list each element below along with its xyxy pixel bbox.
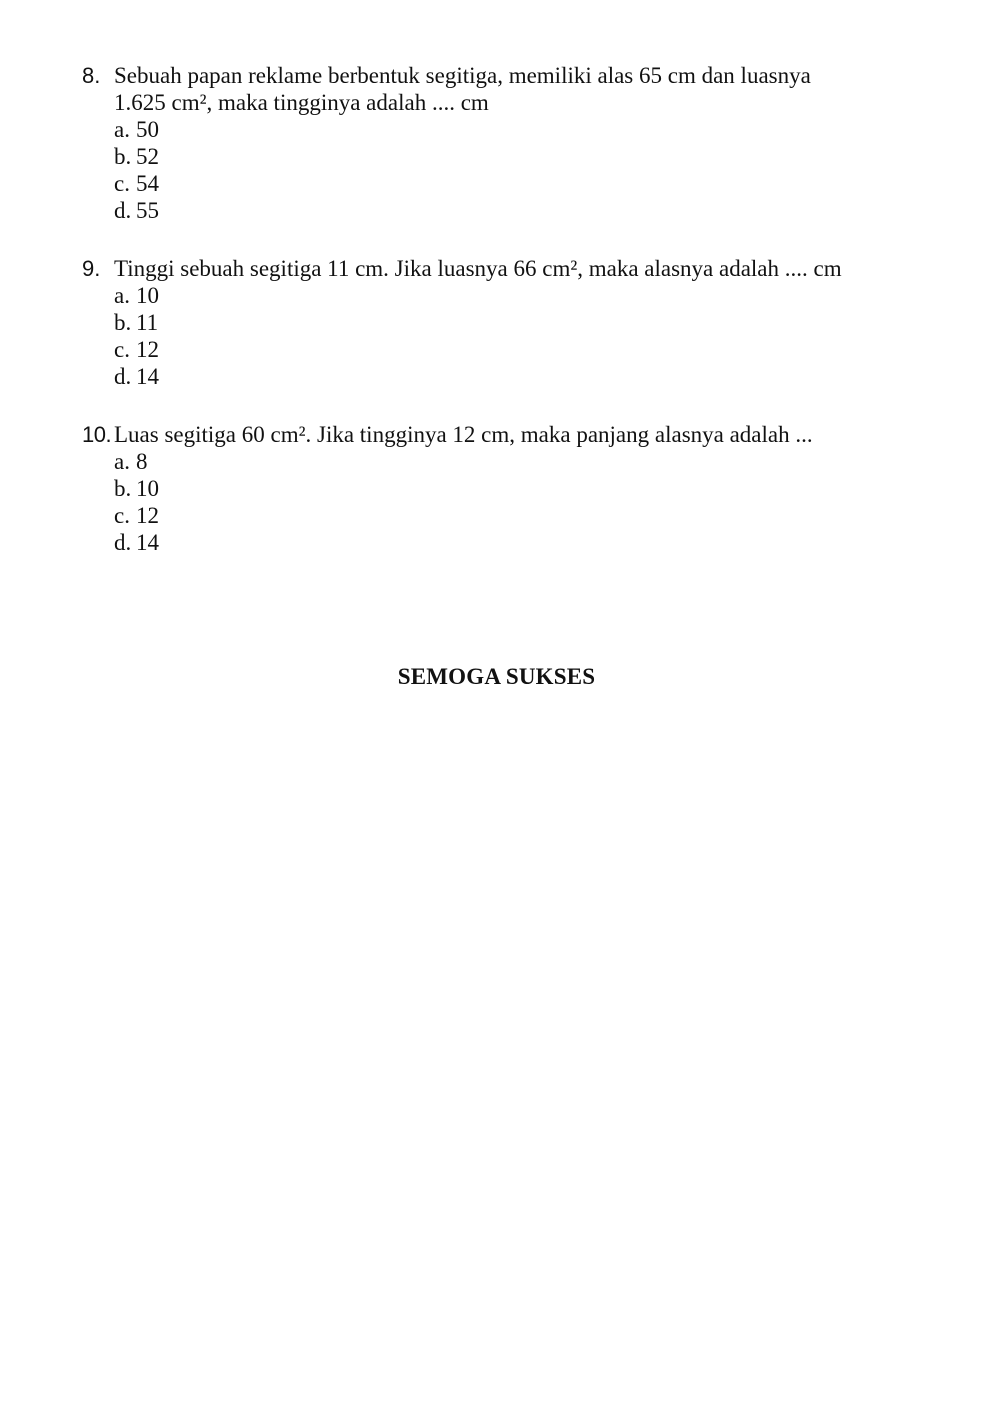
option-letter: d. — [114, 198, 132, 223]
option-value: 10 — [136, 283, 159, 308]
question-9 — [82, 255, 882, 390]
option-d — [114, 529, 882, 556]
option-letter: d. — [114, 530, 132, 555]
option-letter: c. — [114, 337, 130, 362]
option-value: 50 — [136, 117, 159, 142]
options-list — [82, 448, 882, 556]
option-value: 12 — [136, 337, 159, 362]
option-letter: c. — [114, 171, 130, 196]
option-value: 14 — [136, 364, 159, 389]
option-value: 12 — [136, 503, 159, 528]
option-letter: b. — [114, 476, 132, 501]
option-b — [114, 143, 882, 170]
option-a — [114, 116, 882, 143]
option-c — [114, 502, 882, 529]
question-9-line1 — [82, 255, 882, 282]
option-letter: d. — [114, 364, 132, 389]
option-letter: b. — [114, 144, 132, 169]
option-value: 10 — [136, 476, 159, 501]
options-list — [82, 116, 882, 224]
option-value: 52 — [136, 144, 159, 169]
question-8 — [82, 62, 882, 224]
closing-message: SEMOGA SUKSES — [397, 664, 596, 689]
option-value: 54 — [136, 171, 159, 196]
option-c — [114, 170, 882, 197]
question-text-continuation: 1.625 cm², maka tingginya adalah .... cm — [114, 90, 489, 115]
option-letter: c. — [114, 503, 130, 528]
question-10 — [82, 421, 882, 556]
option-b — [114, 309, 882, 336]
question-number: 10. — [82, 422, 112, 447]
option-letter: b. — [114, 310, 132, 335]
question-number: 8. — [82, 63, 101, 88]
options-list — [82, 282, 882, 390]
question-8-line1 — [82, 62, 882, 89]
option-d — [114, 363, 882, 390]
option-value: 8 — [136, 449, 148, 474]
question-10-line1 — [82, 421, 882, 448]
question-text: Tinggi sebuah segitiga 11 cm. Jika luasnya 66 cm², maka alasnya adalah .... cm — [114, 256, 842, 281]
option-a — [114, 282, 882, 309]
option-value: 55 — [136, 198, 159, 223]
option-value: 14 — [136, 530, 159, 555]
option-value: 11 — [136, 310, 159, 335]
question-number: 9. — [82, 256, 101, 281]
question-text: Luas segitiga 60 cm². Jika tingginya 12 cm, maka panjang alasnya adalah ... — [114, 422, 813, 447]
option-d — [114, 197, 882, 224]
option-letter: a. — [114, 449, 130, 474]
question-text: Sebuah papan reklame berbentuk segitiga, memiliki alas 65 cm dan luasnya — [114, 63, 811, 88]
option-a — [114, 448, 882, 475]
option-c — [114, 336, 882, 363]
option-letter: a. — [114, 117, 130, 142]
option-letter: a. — [114, 283, 130, 308]
option-b — [114, 475, 882, 502]
